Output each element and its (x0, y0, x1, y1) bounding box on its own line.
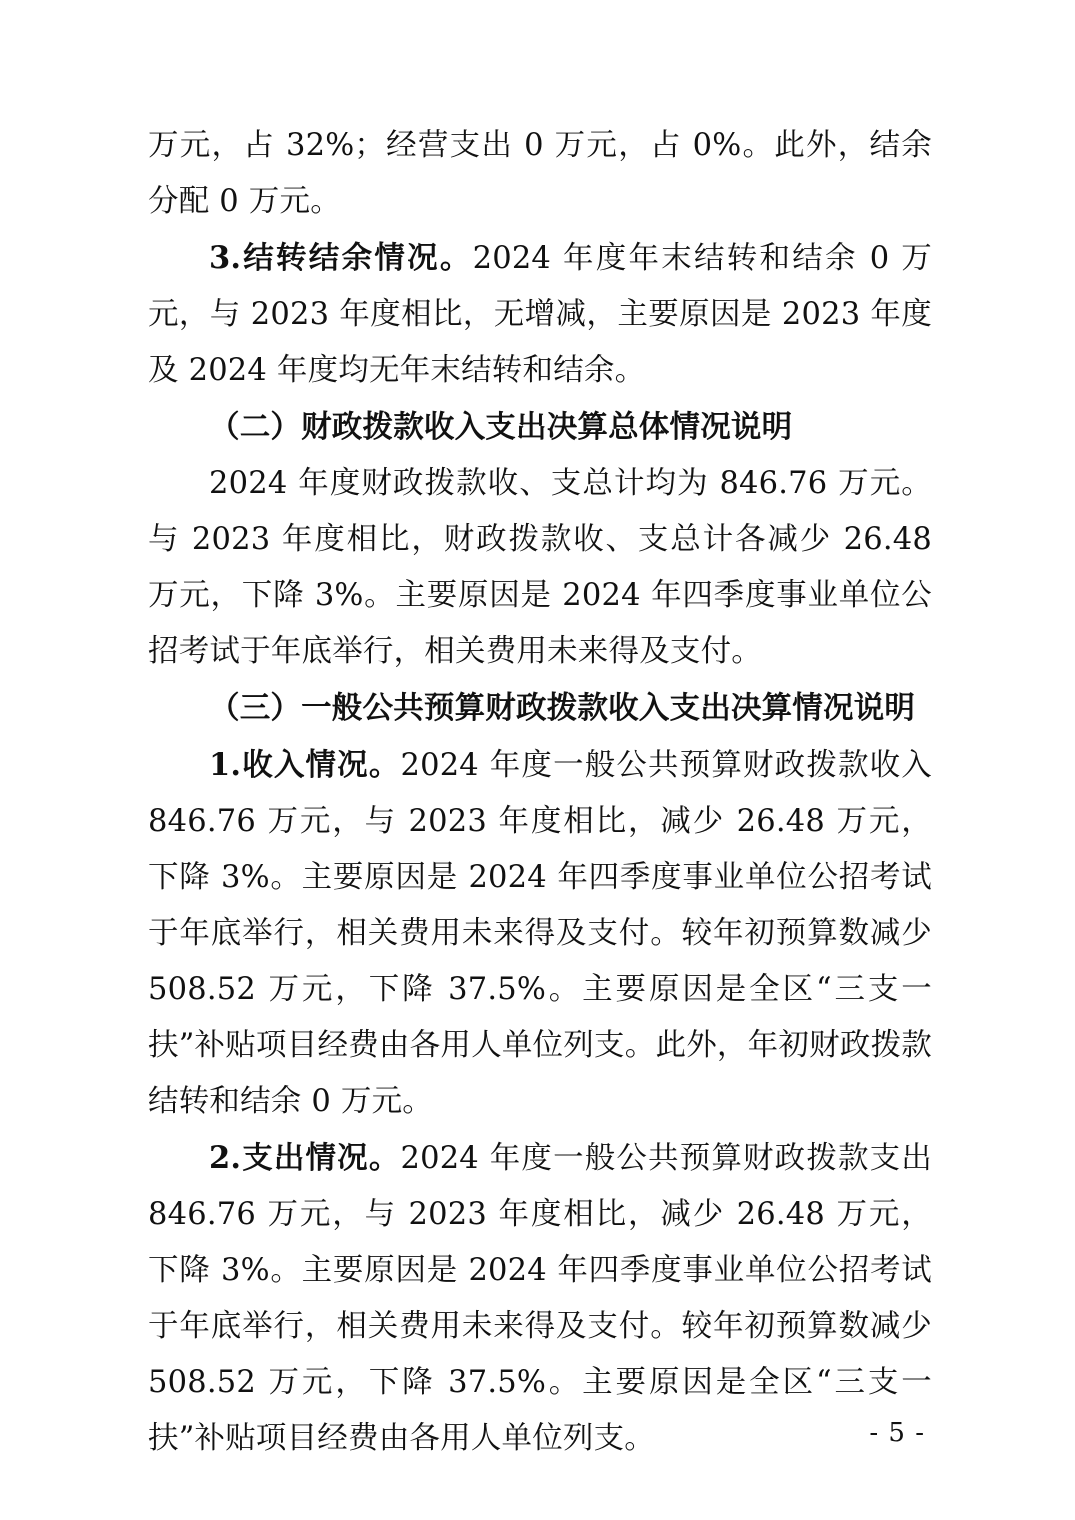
paragraph-item-2-expenditure (148, 1130, 932, 1467)
heading-section-three (148, 680, 932, 737)
heading-section-two (148, 399, 932, 456)
paragraph-text: 2024 年度年末结转和结余 0 万元，与 2023 年度相比，无增减，主要原因是 2023 年度及 2024 年度均无年末结转和结余。 (148, 241, 933, 388)
paragraph-text: 万元，占 32%；经营支出 0 万元，占 0%。此外，结余分配 0 万元。 (148, 128, 932, 219)
page-number: - 5 - (869, 1418, 925, 1448)
paragraph-text: 2024 年度财政拨款收、支总计均为 846.76 万元。与 2023 年度相比，财政拨款收、支总计各减少 26.48 万元，下降 3%。主要原因是 2024 年四季度事业单位公招考试于年底举行，相关费用未来得及支付。 (148, 466, 932, 669)
document-body (148, 118, 932, 1467)
paragraph-carryover-continued (148, 118, 932, 230)
section-heading: （三）一般公共预算财政拨款收入支出决算情况说明 (209, 690, 916, 726)
paragraph-text: 2024 年度一般公共预算财政拨款支出 846.76 万元，与 2023 年度相比，减少 26.48 万元，下降 3%。主要原因是 2024 年四季度事业单位公招考试于年底举行，相关费用未来得及支付。较年初预算数减少 508.52 万元，下降 37.5%。主要原因是全区“三支一扶”补贴项目经费由各用人单位列支。 (148, 1141, 932, 1456)
section-heading: （二）财政拨款收入支出决算总体情况说明 (209, 409, 793, 445)
paragraph-heading: 2.支出情况。 (209, 1140, 401, 1176)
paragraph-item-3-carryover (148, 230, 932, 399)
paragraph-heading: 3.结转结余情况。 (209, 240, 473, 276)
paragraph-heading: 1.收入情况。 (209, 747, 401, 783)
paragraph-item-1-income (148, 737, 932, 1130)
paragraph-text: 2024 年度一般公共预算财政拨款收入 846.76 万元，与 2023 年度相比，减少 26.48 万元，下降 3%。主要原因是 2024 年四季度事业单位公招考试于年底举行，相关费用未来得及支付。较年初预算数减少 508.52 万元，下降 37.5%。主要原因是全区“三支一扶”补贴项目经费由各用人单位列支。此外，年初财政拨款结转和结余 0 万元。 (148, 748, 932, 1119)
paragraph-section-two-body (148, 456, 932, 680)
